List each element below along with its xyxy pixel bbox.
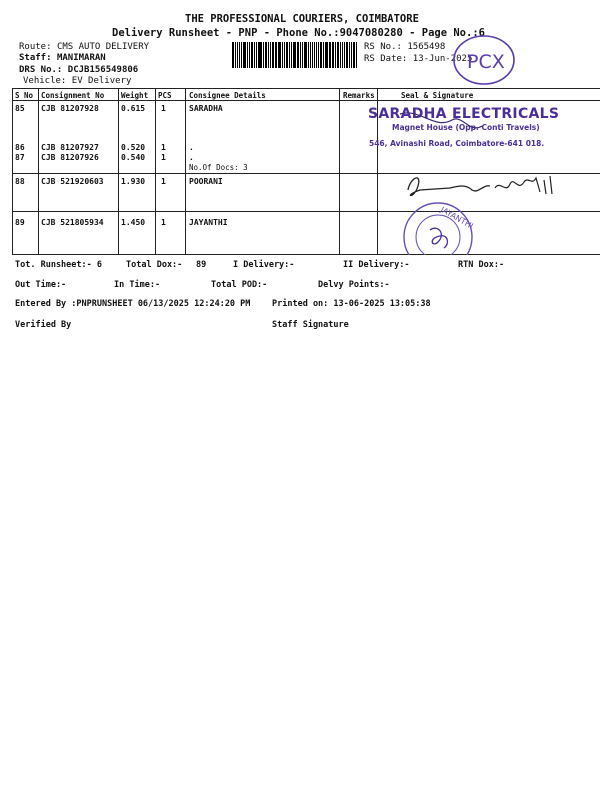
staff-line [19, 53, 106, 63]
rtn-dox: RTN Dox:- [458, 260, 505, 270]
col-divider [339, 88, 340, 254]
row-consignee: . [189, 153, 194, 162]
col-header-sno: S No [15, 91, 34, 100]
round-seal-text: JAYANTHI [439, 204, 475, 231]
col-header-consignee: Consignee Details [189, 91, 266, 100]
rs-date-value: 13-Jun-2025 [412, 54, 473, 64]
rs-date-label: RS Date: [364, 54, 408, 64]
i-delivery: I Delivery:- [233, 260, 295, 270]
row-consignment: CJB 81207928 [41, 104, 99, 113]
staff-signature: Staff Signature [272, 320, 349, 330]
staff-label: Staff: [19, 53, 52, 63]
row-pcs: 1 [161, 177, 166, 186]
in-time: In Time:- [114, 280, 161, 290]
row-consignee: JAYANTHI [189, 218, 228, 227]
signature-scribble [408, 178, 490, 196]
rs-no-line [364, 42, 445, 52]
row-pcs: 1 [161, 104, 166, 113]
docs-count-note: No.Of Docs: 3 [189, 163, 248, 172]
row-consignment: CJB 521920603 [41, 177, 104, 186]
stamp-address-line: 546, Avinashi Road, Coimbatore-641 018. [369, 139, 545, 148]
row-weight: 0.520 [121, 143, 146, 152]
row-consignee: POORANI [189, 177, 223, 186]
total-dox-label: Total Dox:- [126, 260, 183, 270]
signature-scribble [495, 176, 552, 194]
route-value: CMS AUTO DELIVERY [56, 42, 150, 52]
row-pcs: 1 [161, 153, 166, 162]
col-header-consignment: Consignment No [41, 91, 105, 100]
col-divider [38, 88, 39, 254]
total-pod: Total POD:- [211, 280, 268, 290]
col-header-remarks: Remarks [343, 91, 375, 100]
row-consignee: SARADHA [189, 104, 223, 113]
col-divider [155, 88, 156, 254]
drs-label: DRS No.: [19, 65, 63, 75]
row-consignment: CJB 81207927 [41, 143, 99, 152]
row-sno: 87 [15, 153, 25, 162]
row-sno: 88 [15, 177, 25, 186]
route-line [19, 42, 149, 52]
rs-no-value: 1565498 [407, 42, 446, 52]
delvy-points: Delvy Points:- [318, 280, 390, 290]
col-divider [118, 88, 119, 254]
row-pcs: 1 [161, 143, 166, 152]
ii-delivery: II Delivery:- [343, 260, 410, 270]
tot-runsheet: Tot. Runsheet:- 6 [15, 260, 102, 270]
drs-value: DCJB156549806 [67, 65, 139, 75]
staff-value: MANIMARAN [56, 53, 106, 63]
entered-by: Entered By :PNPRUNSHEET 06/13/2025 12:24:20 PM [15, 299, 251, 309]
company-title: THE PROFESSIONAL COURIERS, COIMBATORE [185, 13, 419, 25]
verified-by: Verified By [15, 320, 72, 330]
row-weight: 1.450 [121, 218, 146, 227]
runsheet-subtitle: Delivery Runsheet - PNP - Phone No.:9047080280 - Page No.:6 [112, 27, 485, 39]
row-weight: 0.615 [121, 104, 146, 113]
row-sno: 86 [15, 143, 25, 152]
row-sno: 89 [15, 218, 25, 227]
row-pcs: 1 [161, 218, 166, 227]
route-label: Route: [19, 42, 52, 52]
barcode [232, 42, 358, 68]
signature-scribble [400, 113, 482, 128]
signatures [380, 100, 600, 255]
col-header-seal: Seal & Signature [401, 91, 474, 100]
drs-line [19, 65, 138, 75]
row-consignment: CJB 81207926 [41, 153, 99, 162]
vehicle-value: EV Delivery [71, 76, 132, 86]
round-seal-stamp [404, 203, 475, 255]
stamp-company-name: SARADHA ELECTRICALS [368, 106, 560, 122]
row-sno: 85 [15, 104, 25, 113]
rs-no-label: RS No.: [364, 42, 402, 52]
vehicle-label: Vehicle: [23, 76, 67, 86]
pcx-stamp [450, 30, 520, 90]
col-header-weight: Weight [121, 91, 149, 100]
out-time: Out Time:- [15, 280, 67, 290]
row-consignee: . [189, 143, 194, 152]
printed-on: Printed on: 13-06-2025 13:05:38 [272, 299, 431, 309]
stamp-address-line: Magnet House (Opp. Conti Travels) [392, 123, 540, 132]
col-divider [185, 88, 186, 254]
pcx-stamp-text: PCX [467, 51, 505, 73]
vehicle-line [23, 76, 131, 86]
row-weight: 0.540 [121, 153, 146, 162]
total-dox-value: 89 [196, 260, 207, 270]
row-consignment: CJB 521805934 [41, 218, 104, 227]
col-header-pcs: PCS [158, 91, 172, 100]
row-weight: 1.930 [121, 177, 146, 186]
